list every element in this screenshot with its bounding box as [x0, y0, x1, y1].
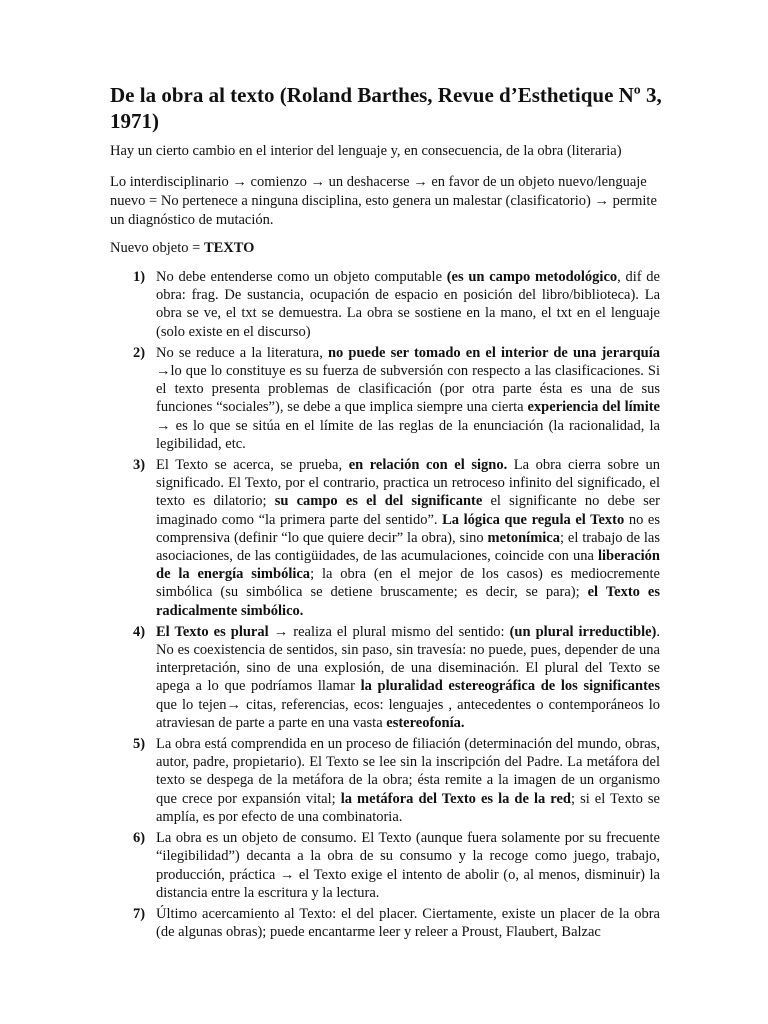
item-text: No debe entenderse como un objeto computable: [156, 269, 447, 285]
item-text-bold: (un plural irreductible): [509, 623, 657, 640]
list-item: [110, 344, 660, 453]
intro-paragraph: Hay un cierto cambio en el interior del lenguaje y, en consecuencia, de la obra (literaria): [110, 143, 622, 159]
item-text: ; el trabajo de las asociaciones, de las contigüidades, de las acumulaciones, coincide con una: [156, 529, 661, 565]
item-text-bold: en relación con el signo.: [348, 457, 508, 474]
item-text-bold: metonímica: [487, 529, 560, 546]
numbered-list: [110, 268, 660, 944]
item-text: no es comprensiva (definir “lo que quiere decir” la obra), sino: [156, 511, 660, 546]
list-item-number: 2): [133, 344, 146, 361]
item-text-bold: La lógica que regula el Texto: [442, 511, 625, 528]
item-text: El Texto se acerca, se prueba,: [156, 457, 349, 474]
list-item: [110, 905, 660, 941]
list-item-number: 6): [133, 830, 146, 847]
item-text: es lo que se sitúa en el límite de las reglas de la enunciación (la racionalidad, la legibilidad, etc.: [156, 417, 660, 452]
item-text: . No es coexistencia de sentidos, sin paso, sin travesía: no puede, pues, depender de una interpretación, sino de una explosión, de una diseminación. El plural del Texto se apega a lo que podríamos llamar: [156, 623, 661, 695]
item-text: → realiza el plural mismo del sentido:: [268, 623, 510, 640]
list-item: [110, 268, 660, 341]
item-text-bold: no puede ser tomado en el interior de una jerarquía: [327, 344, 660, 361]
item-text-bold: liberación de la energía simbólica: [156, 548, 660, 583]
item-text: La obra está comprendida en un proceso de filiación (determinación del mundo, obras, autor, padre, propietario). El Texto se lee sin la inscripción del Padre. La metáfora del texto se despega de la metáfora de la obra; ésta remite a la imagen de un organismo que crece por expansión vital;: [156, 736, 660, 807]
item-text-bold: El Texto es plural: [156, 623, 269, 640]
list-item: [110, 623, 660, 732]
list-item-number: 4): [133, 623, 146, 640]
new-object-value: TEXTO: [203, 240, 255, 256]
document-title: De la obra al texto (Roland Barthes, Revue d’Esthetique Nº 3, 1971): [110, 83, 662, 133]
item-text: ; si el Texto se amplía, es por efecto de una combinatoria.: [156, 790, 660, 825]
interdisciplinary-paragraph: Lo interdisciplinario → comienzo → un deshacerse → en favor de un objeto nuevo/lenguaje nuevo = No pertenece a ninguna disciplina, esto genera un malestar (clasificatorio) → permite un diagnóstico de mutación.: [110, 174, 657, 228]
item-text-bold: (es un campo metodológico: [446, 269, 618, 285]
item-text: ; la obra (en el mejor de los casos) es mediocremente simbólica (su simbólica se detiene bruscamente; es decir, se para);: [156, 566, 660, 601]
new-object-label: Nuevo objeto =: [110, 240, 204, 256]
item-text-bold: estereofonía.: [386, 714, 465, 731]
item-text: La obra cierra sobre un significado. El Texto, por el contrario, practica un retroceso infinito del significado, el texto es dilatorio;: [156, 457, 660, 510]
item-text: →lo que lo constituye es su fuerza de subversión con respecto a las clasificaciones. Si el texto presenta problemas de clasificación (por otra parte ésta es una de sus funciones “sociales”), se debe a que implica siempre una cierta: [156, 363, 660, 416]
item-text-bold: la pluralidad estereográfica de los significantes: [360, 678, 660, 695]
item-text-bold: la metáfora del Texto es la de la red: [340, 790, 571, 807]
list-item: [110, 735, 660, 826]
item-text-bold: experiencia del límite →: [156, 399, 660, 434]
list-item-number: 7): [133, 905, 146, 922]
item-text: Último acercamiento al Texto: el del placer. Ciertamente, existe un placer de la obra (de algunas obras); puede encantarme leer y releer a Proust, Flaubert, Balzac: [156, 905, 660, 941]
item-text-bold: su campo es el del significante: [274, 493, 483, 510]
new-object-paragraph: [110, 239, 660, 258]
list-item-number: 1): [133, 269, 146, 285]
item-text: , dif de obra: frag. De sustancia, ocupación de espacio en posición del libro/biblioteca). La obra se ve, el txt se demuestra. La obra se sostiene en la mano, el txt en el lenguaje (solo existe en el discurso): [156, 269, 660, 340]
list-item-number: 5): [133, 736, 146, 753]
item-text-bold: el Texto es radicalmente simbólico.: [156, 584, 660, 619]
item-text: el significante no debe ser imaginado como “la primera parte del sentido”.: [156, 493, 661, 528]
item-text: No se reduce a la literatura,: [156, 344, 328, 361]
list-item: [110, 829, 660, 902]
list-item-number: 3): [133, 457, 146, 474]
item-text: que lo tejen→ citas, referencias, ecos: lenguajes , antecedentes o contemporáneos lo atraviesan de parte a parte en una vasta: [156, 696, 660, 731]
list-item: [110, 456, 660, 620]
item-text: La obra es un objeto de consumo. El Texto (aunque fuera solamente por su frecuente “ilegibilidad”) decanta a la obra de su consumo y la recoge como juego, trabajo, producción, práctica → el Texto exige el intento de abolir (o, al menos, disminuir) la distancia entre la escritura y la lectura.: [156, 830, 660, 901]
